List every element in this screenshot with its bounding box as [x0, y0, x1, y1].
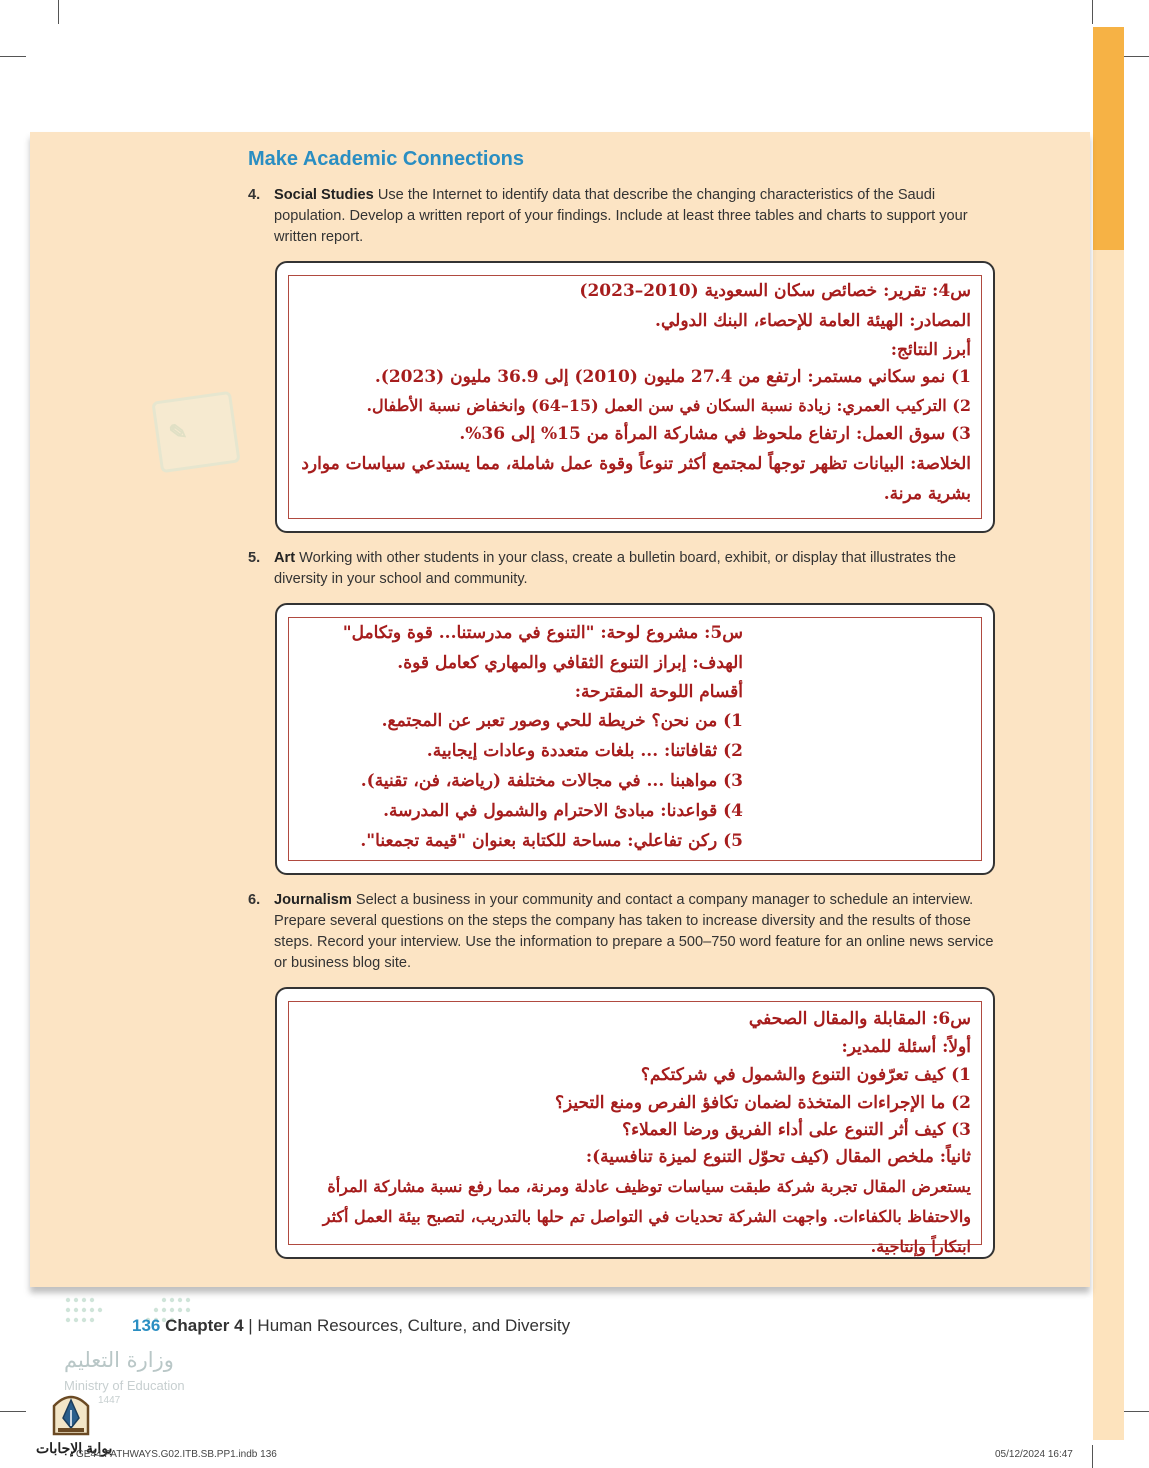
- answer-line: أقسام اللوحة المقترحة:: [574, 682, 743, 702]
- chapter-label: Chapter 4: [165, 1316, 244, 1335]
- ministry-logo-arabic: وزارة التعليم: [64, 1348, 174, 1372]
- answer-box-6: [275, 987, 995, 1259]
- page-number: 136: [132, 1316, 161, 1335]
- answer-title: س5: مشروع لوحة: "التنوع في مدرستنا... قوة وتكامل": [342, 623, 743, 643]
- crop-mark: [0, 1411, 26, 1412]
- crop-mark: [58, 0, 59, 24]
- question-4: [248, 185, 998, 248]
- question-text: Working with other students in your class, create a bulletin board, exhibit, or display that illustrates the diversity in your school and community.: [274, 550, 956, 587]
- answer-line: 1) كيف تعرّفون التنوع والشمول في شركتكم؟: [640, 1065, 971, 1085]
- question-6: [248, 890, 998, 974]
- question-subject: Social Studies: [274, 187, 374, 203]
- answer-title: س4: تقرير: خصائص سكان السعودية (2010–2023): [579, 281, 971, 301]
- print-slug-file: GE44.PATHWAYS.G02.ITB.SB.PP1.indb 136: [76, 1449, 277, 1460]
- watermark-stamp: ✎: [151, 391, 240, 473]
- answer-box-4: [275, 261, 995, 533]
- answer-line: 2) التركيب العمري: زيادة نسبة السكان في سن العمل (15–64) وانخفاض نسبة الأطفال.: [366, 396, 971, 415]
- answer-summary: يستعرض المقال تجربة شركة طبقت سياسات توظيف عادلة ومرنة، مما رفع نسبة مشاركة المرأة والاحتفاظ بالكفاءات. واجهت الشركة تحديات في التواصل تم حلها بالتدريب، لتصبح بيئة العمل أكثر ابتكاراً وإنتاجية.: [322, 1177, 971, 1256]
- crop-mark: [1092, 1445, 1093, 1468]
- answer-line: 2) ما الإجراءات المتخذة لضمان تكافؤ الفرص ومنع التحيز؟: [554, 1093, 971, 1113]
- side-band-accent: [1093, 27, 1124, 250]
- answer-line: 1) نمو سكاني مستمر: ارتفع من 27.4 مليون (2010) إلى 36.9 مليون (2023).: [374, 367, 971, 387]
- question-subject: Art: [274, 550, 296, 566]
- question-text: Select a business in your community and contact a company manager to schedule an interview. Prepare several questions on the steps the company has taken to increase diversity and the results of those steps. Record your interview. Use the information to prepare a 500–750 word feature for an online news service or business blog site.: [274, 892, 994, 971]
- question-5: [248, 548, 998, 590]
- answer-line: 2) ثقافاتنا: ... بلغات متعددة وعادات إيجابية.: [426, 741, 743, 761]
- page-footer: [132, 1316, 570, 1336]
- ministry-logo-english: Ministry of Education: [64, 1378, 185, 1393]
- answer-line: 3) مواهبنا ... في مجالات مختلفة (رياضة، فن، تقنية).: [360, 771, 743, 791]
- chapter-title: Human Resources, Culture, and Diversity: [257, 1316, 571, 1335]
- answer-conclusion: الخلاصة: البيانات تظهر توجهاً لمجتمع أكثر تنوعاً وقوة عمل شاملة، مما يستدعي سياسات موارد بشرية مرنة.: [301, 454, 971, 504]
- question-text: Use the Internet to identify data that describe the changing characteristics of the Saudi population. Develop a written report of your findings. Include at least three tables and charts to support your written report.: [274, 187, 968, 245]
- answer-title: س6: المقابلة والمقال الصحفي: [748, 1009, 971, 1029]
- question-number: 6.: [248, 892, 261, 908]
- answer-line: الهدف: إبراز التنوع الثقافي والمهاري كعامل قوة.: [397, 653, 743, 673]
- question-number: 5.: [248, 550, 261, 566]
- crop-mark: [1124, 56, 1149, 57]
- side-band: [1093, 250, 1124, 1440]
- answer-line: 3) سوق العمل: ارتفاع ملحوظ في مشاركة المرأة من 15% إلى 36%.: [459, 424, 971, 444]
- answer-line: أولاً: أسئلة للمدير:: [841, 1037, 971, 1057]
- crop-mark: [1092, 0, 1093, 24]
- answer-line: المصادر: الهيئة العامة للإحصاء، البنك الدولي.: [655, 311, 971, 331]
- pen-nib-icon: [48, 1388, 94, 1436]
- answer-line: ثانياً: ملخص المقال (كيف تحوّل التنوع لميزة تنافسية):: [585, 1147, 971, 1167]
- answer-line: أبرز النتائج:: [890, 340, 971, 360]
- footer-separator: |: [248, 1316, 253, 1335]
- crop-mark: [1124, 1411, 1149, 1412]
- question-number: 4.: [248, 187, 261, 203]
- ministry-year: 1447: [98, 1395, 121, 1406]
- answer-line: 1) من نحن؟ خريطة للحي وصور تعبر عن المجتمع.: [381, 711, 743, 731]
- answer-line: 4) قواعدنا: مبادئ الاحترام والشمول في المدرسة.: [383, 801, 743, 821]
- crop-mark: [0, 56, 26, 57]
- print-slug-date: 05/12/2024 16:47: [995, 1449, 1073, 1460]
- brand-label: بوابة الإجابات: [36, 1440, 113, 1456]
- answer-box-5: [275, 603, 995, 875]
- section-heading: Make Academic Connections: [248, 148, 525, 170]
- answer-line: 5) ركن تفاعلي: مساحة للكتابة بعنوان "قيمة تجمعنا".: [360, 831, 743, 851]
- answer-line: 3) كيف أثر التنوع على أداء الفريق ورضا العملاء؟: [622, 1120, 971, 1140]
- question-subject: Journalism: [274, 892, 352, 908]
